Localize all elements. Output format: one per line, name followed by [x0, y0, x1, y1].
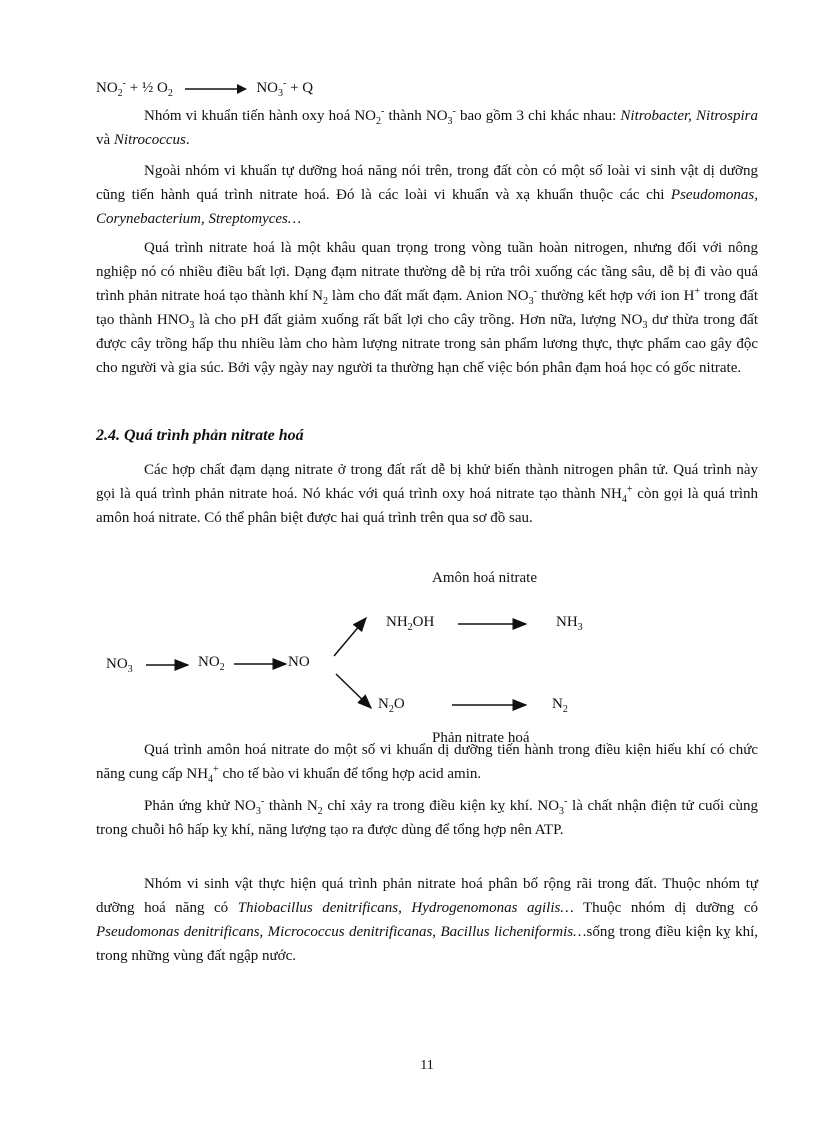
nitrate-pathway-diagram [96, 562, 758, 752]
node-n2: $N_2$ [552, 696, 568, 715]
diagram-arrows [96, 562, 758, 752]
section-heading: 2.4. Quá trình phản nitrate hoá [96, 427, 304, 444]
arrow-no-nh2oh-icon [334, 618, 366, 656]
paragraph-ammonification: Quá trình amôn hoá nitrate do một số vi khuẩn dị dưỡng tiến hành trong điều kiện hiếu khí có chức năng cung cấp $NH_4^+$ cho tế bào vi khuẩn để tổng hợp acid amin. [96, 742, 758, 785]
label-ammonification: Amôn hoá nitrate [432, 570, 537, 586]
node-no2: $NO_2$ [198, 654, 225, 673]
paragraph-heterotrophs: Ngoài nhóm vi khuẩn tự dưỡng hoá năng nói trên, trong đất còn có một số loài vi sinh vật dị dưỡng cũng tiến hành quá trình nitrate hoá. Đó là các loài vi khuẩn và xạ khuẩn thuộc các chi Pseudomonas, Corynebacterium, Streptomyces… [96, 163, 758, 227]
paragraph-nitrate-drawbacks: Quá trình nitrate hoá là một khâu quan trọng trong vòng tuần hoàn nitrogen, nhưng đối với nông nghiệp nó có nhiều điều bất lợi. Dạng đạm nitrate thường dễ bị rửa trôi xuống các tầng sâu, dễ bị đi vào quá trình phản nitrate hoá tạo thành khí $N_2$ làm cho đất mất đạm. Anion $NO_3^-$ thường kết hợp với ion H+ trong đất tạo thành $HNO_3$ là cho pH đất giảm xuống rất bất lợi cho cây trồng. Hơn nữa, lượng $NO_3$ dư thừa trong đất được cây trồng hấp thu nhiều làm cho hàm lượng nitrate trong sản phẩm lương thực, thực phẩm cao gây độc cho người và gia súc. Bởi vậy ngày nay người ta thường hạn chế việc bón phân đạm hoá học có gốc nitrate. [96, 240, 758, 376]
paragraph-reduction: Phản ứng khử $NO_3^-$ thành $N_2$ chỉ xảy ra trong điều kiện kỵ khí. $NO_3^-$ là chất nhận điện tử cuối cùng trong chuỗi hô hấp kỵ khí, năng lượng tạo ra được dùng để tổng hợp nên ATP. [96, 796, 758, 838]
node-no: NO [288, 654, 310, 670]
paragraph-denitrification-intro: Các hợp chất đạm dạng nitrate ở trong đất rất dễ bị khử biến thành nitrogen phân tử. Quá trình này gọi là quá trình phản nitrate hoá. Nó khác với quá trình oxy hoá nitrate tạo thành $NH_4^+$ còn gọi là quá trình amôn hoá nitrate. Có thể phân biệt được hai quá trình trên qua sơ đồ sau. [96, 462, 758, 526]
node-nh2oh: $NH_2OH$ [386, 614, 435, 633]
node-nh3: $NH_3$ [556, 614, 583, 633]
node-no3: $NO_3$ [106, 656, 133, 675]
node-n2o: $N_2O$ [378, 696, 405, 715]
page-number: 11 [420, 1058, 434, 1073]
reaction-arrow-icon [183, 83, 247, 95]
paragraph-denitrifiers: Nhóm vi sinh vật thực hiện quá trình phản nitrate hoá phân bố rộng rãi trong đất. Thuộc nhóm tự dưỡng hoá năng có Thiobacillus denitrificans, Hydrogenomonas agilis… Thuộc nhóm dị dưỡng có Pseudomonas denitrificans, Micrococcus denitrificanas, Bacillus licheniformis…sống trong điều kiện kỵ khí, trong những vùng đất ngập nước. [96, 876, 758, 964]
label-denitrification: Phản nitrate hoá [432, 730, 530, 746]
arrow-no-n2o-icon [336, 674, 371, 708]
paragraph-nitrite-oxidizers: Nhóm vi khuẩn tiến hành oxy hoá $NO_2^-$ thành $NO_3^-$ bao gồm 3 chi khác nhau: Nitrobacter, Nitrospira và Nitrococcus. [96, 106, 758, 148]
reaction-equation: $NO_2^-$ + ½ $O_2$ $NO_3^- + Q$ [96, 78, 314, 99]
